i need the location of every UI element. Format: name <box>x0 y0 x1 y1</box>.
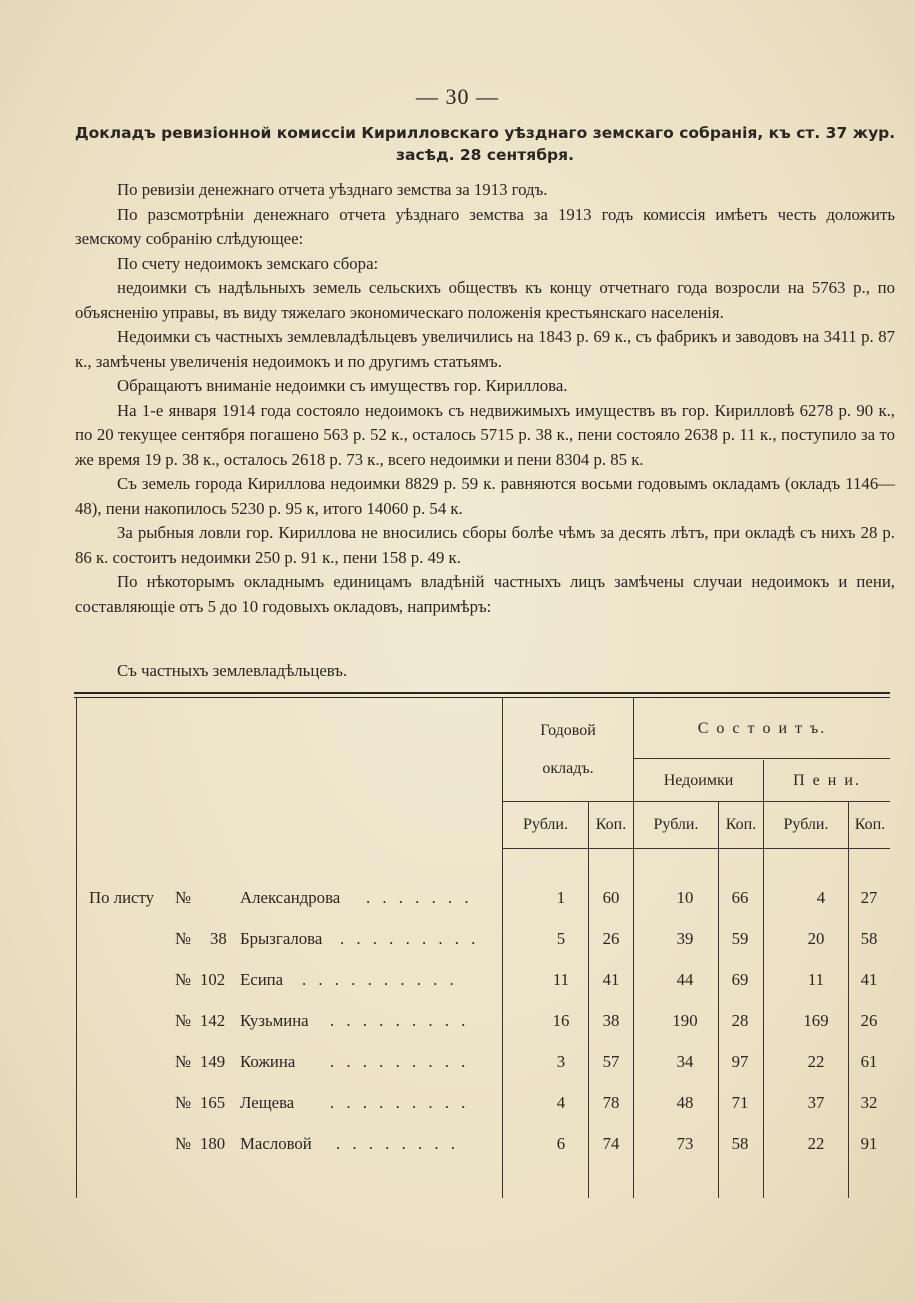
arrears-rub: 48 <box>676 1093 694 1112</box>
header-consists: С о с т о и т ъ. <box>697 720 827 737</box>
arrears-kop: 69 <box>731 970 749 989</box>
annual-kop: 26 <box>602 929 620 948</box>
penalty-rub: 11 <box>807 970 825 989</box>
paragraph: Съ земель города Кириллова недоимки 8829 р. 59 к. равняются восьми годовымъ окладамъ (окладъ 1146—48), пени накопилось 5230 р. 95 к, итого 14060 р. 54 к. <box>75 474 895 518</box>
owner-name: Кузьмина <box>240 1011 309 1030</box>
sheet-number: 102 <box>200 970 226 989</box>
header-rub: Рубли. <box>653 816 699 833</box>
header-divider <box>633 758 890 759</box>
table-top-rule-thin <box>74 697 890 698</box>
paragraph: По нѣкоторымъ окладнымъ единицамъ владѣній частныхъ лицъ замѣчены случаи недоимокъ и пени, составляющіе отъ 5 до 10 годовыхъ окладовъ, напримѣръ: <box>75 572 895 616</box>
penalty-rub: 22 <box>807 1134 825 1153</box>
annual-rub: 11 <box>552 970 570 989</box>
annual-kop: 41 <box>602 970 620 989</box>
number-sign: № <box>175 1134 192 1153</box>
arrears-kop: 66 <box>731 888 749 907</box>
leader-dots: . . . . . . . . <box>336 1134 459 1153</box>
page-number: — 30 — <box>416 84 499 109</box>
header-bottom-rule <box>502 848 890 849</box>
leader-dots: . . . . . . . . . <box>330 1093 470 1112</box>
report-heading <box>70 122 900 166</box>
arrears-kop: 28 <box>731 1011 749 1030</box>
annual-rub: 5 <box>556 929 566 948</box>
number-sign: № <box>175 1093 192 1112</box>
header-annual-2: окладъ. <box>542 760 594 777</box>
penalty-rub: 37 <box>807 1093 825 1112</box>
header-divider <box>502 801 890 802</box>
table-row <box>0 1011 915 1041</box>
arrears-rub: 10 <box>676 888 694 907</box>
arrears-rub: 73 <box>676 1134 694 1153</box>
paragraph: За рыбныя ловли гор. Кириллова не вносились сборы болѣе чѣмъ за десять лѣтъ, при окладѣ съ нихъ 28 р. 86 к. состоитъ недоимки 250 р. 91 к., пени 158 р. 49 к. <box>75 523 895 567</box>
owner-name: Брызгалова <box>240 929 323 948</box>
header-kop: Коп. <box>854 816 886 833</box>
owner-name: Кожина <box>240 1052 296 1071</box>
heading-line-1: Докладъ ревизіонной комиссіи Кирилловскаго уѣзднаго земскаго собранія, къ ст. 37 жур. <box>74 124 896 142</box>
table-top-rule <box>74 692 890 694</box>
annual-rub: 16 <box>552 1011 570 1030</box>
annual-kop: 60 <box>602 888 620 907</box>
leader-dots: . . . . . . . . . <box>330 1052 470 1071</box>
owner-name: Александрова <box>240 888 341 907</box>
annual-kop: 78 <box>602 1093 620 1112</box>
paragraph: По разсмотрѣніи денежнаго отчета уѣзднаго земства за 1913 годъ комиссія имѣетъ честь доложить земскому собранію слѣдующее: <box>75 204 895 248</box>
header-rub: Рубли. <box>523 816 568 833</box>
paragraph: На 1-е января 1914 года состояло недоимокъ съ недвижимыхъ имуществъ въ гор. Кирилловѣ 6278 р. 90 к., по 20 текущее сентября погашено 563 р. 52 к., осталось 5715 р. 38 к., пени состояло 2638 р. 11 к., поступило за то же время 19 р. 38 к., осталось 2618 р. 73 к., всего недоимки и пени 8304 р. 85 к. <box>75 400 895 469</box>
annual-rub: 6 <box>556 1134 566 1153</box>
owner-name: Лещева <box>240 1093 295 1112</box>
annual-rub: 1 <box>556 888 566 907</box>
penalty-kop: 41 <box>860 970 878 989</box>
annual-kop: 38 <box>602 1011 620 1030</box>
arrears-rub: 34 <box>676 1052 694 1071</box>
table-row <box>0 1052 915 1082</box>
leader-dots: . . . . . . . . . <box>330 1011 470 1030</box>
number-sign: № <box>175 970 192 989</box>
penalty-rub: 20 <box>807 929 825 948</box>
number-sign: № <box>175 929 192 948</box>
number-sign: № <box>175 888 192 907</box>
sheet-number: 149 <box>200 1052 226 1071</box>
penalty-kop: 26 <box>860 1011 878 1030</box>
penalty-kop: 32 <box>860 1093 878 1112</box>
owner-name: Есипа <box>240 970 284 989</box>
header-kop: Коп. <box>595 816 627 833</box>
sheet-number: 38 <box>210 929 227 948</box>
heading-line-2: засѣд. 28 сентября. <box>396 146 574 164</box>
list-prefix: По листу <box>89 888 155 907</box>
paragraph: По счету недоимокъ земскаго сбора: <box>117 253 379 273</box>
header-penalty: П е н и. <box>793 772 861 789</box>
table-subheading: Съ частныхъ землевладѣльцевъ. <box>117 661 348 680</box>
header-rub: Рубли. <box>783 816 829 833</box>
penalty-rub: 22 <box>807 1052 825 1071</box>
leader-dots: . . . . . . . . . . <box>302 970 458 989</box>
arrears-kop: 71 <box>731 1093 749 1112</box>
leader-dots: . . . . . . . <box>366 888 473 907</box>
annual-rub: 3 <box>556 1052 566 1071</box>
paragraph: По ревизіи денежнаго отчета уѣзднаго земства за 1913 годъ. <box>117 180 548 199</box>
arrears-kop: 97 <box>731 1052 749 1071</box>
number-sign: № <box>175 1011 192 1030</box>
table-row <box>0 970 915 1000</box>
penalty-kop: 61 <box>860 1052 878 1071</box>
table-row <box>0 1093 915 1123</box>
sheet-number: 180 <box>200 1134 226 1153</box>
sheet-number: 142 <box>200 1011 226 1030</box>
header-arrears: Недоимки <box>663 772 734 789</box>
arrears-rub: 39 <box>676 929 694 948</box>
owner-name: Масловой <box>240 1134 312 1153</box>
annual-rub: 4 <box>556 1093 566 1112</box>
arrears-kop: 58 <box>731 1134 749 1153</box>
report-body <box>75 178 895 619</box>
penalty-rub: 4 <box>816 888 826 907</box>
penalty-rub: 169 <box>803 1011 829 1030</box>
header-annual: Годовой <box>540 722 596 739</box>
penalty-kop: 27 <box>860 888 878 907</box>
annual-kop: 57 <box>602 1052 620 1071</box>
sheet-number: 165 <box>200 1093 226 1112</box>
arrears-rub: 44 <box>676 970 694 989</box>
paragraph: Обращаютъ вниманіе недоимки съ имуществъ гор. Кириллова. <box>117 376 568 395</box>
annual-kop: 74 <box>602 1134 620 1153</box>
table-row <box>0 1134 915 1164</box>
table-row <box>0 929 915 959</box>
table-row <box>0 888 915 918</box>
arrears-kop: 59 <box>731 929 749 948</box>
penalty-kop: 58 <box>860 929 878 948</box>
arrears-rub: 190 <box>672 1011 698 1030</box>
penalty-kop: 91 <box>860 1134 878 1153</box>
header-kop: Коп. <box>725 816 757 833</box>
number-sign: № <box>175 1052 192 1071</box>
paragraph: Недоимки съ частныхъ землевладѣльцевъ увеличились на 1843 р. 69 к., съ фабрикъ и заводовъ на 3411 р. 87 к., замѣчены увеличенія недоимокъ и по другимъ статьямъ. <box>75 327 895 371</box>
leader-dots: . . . . . . . . . <box>340 929 480 948</box>
paragraph: недоимки съ надѣльныхъ земель сельскихъ обществъ къ концу отчетнаго года возросли на 5763 р., по объясненію управы, въ виду тяжелаго экономическаго положенія крестьянскаго населенія. <box>75 278 895 322</box>
